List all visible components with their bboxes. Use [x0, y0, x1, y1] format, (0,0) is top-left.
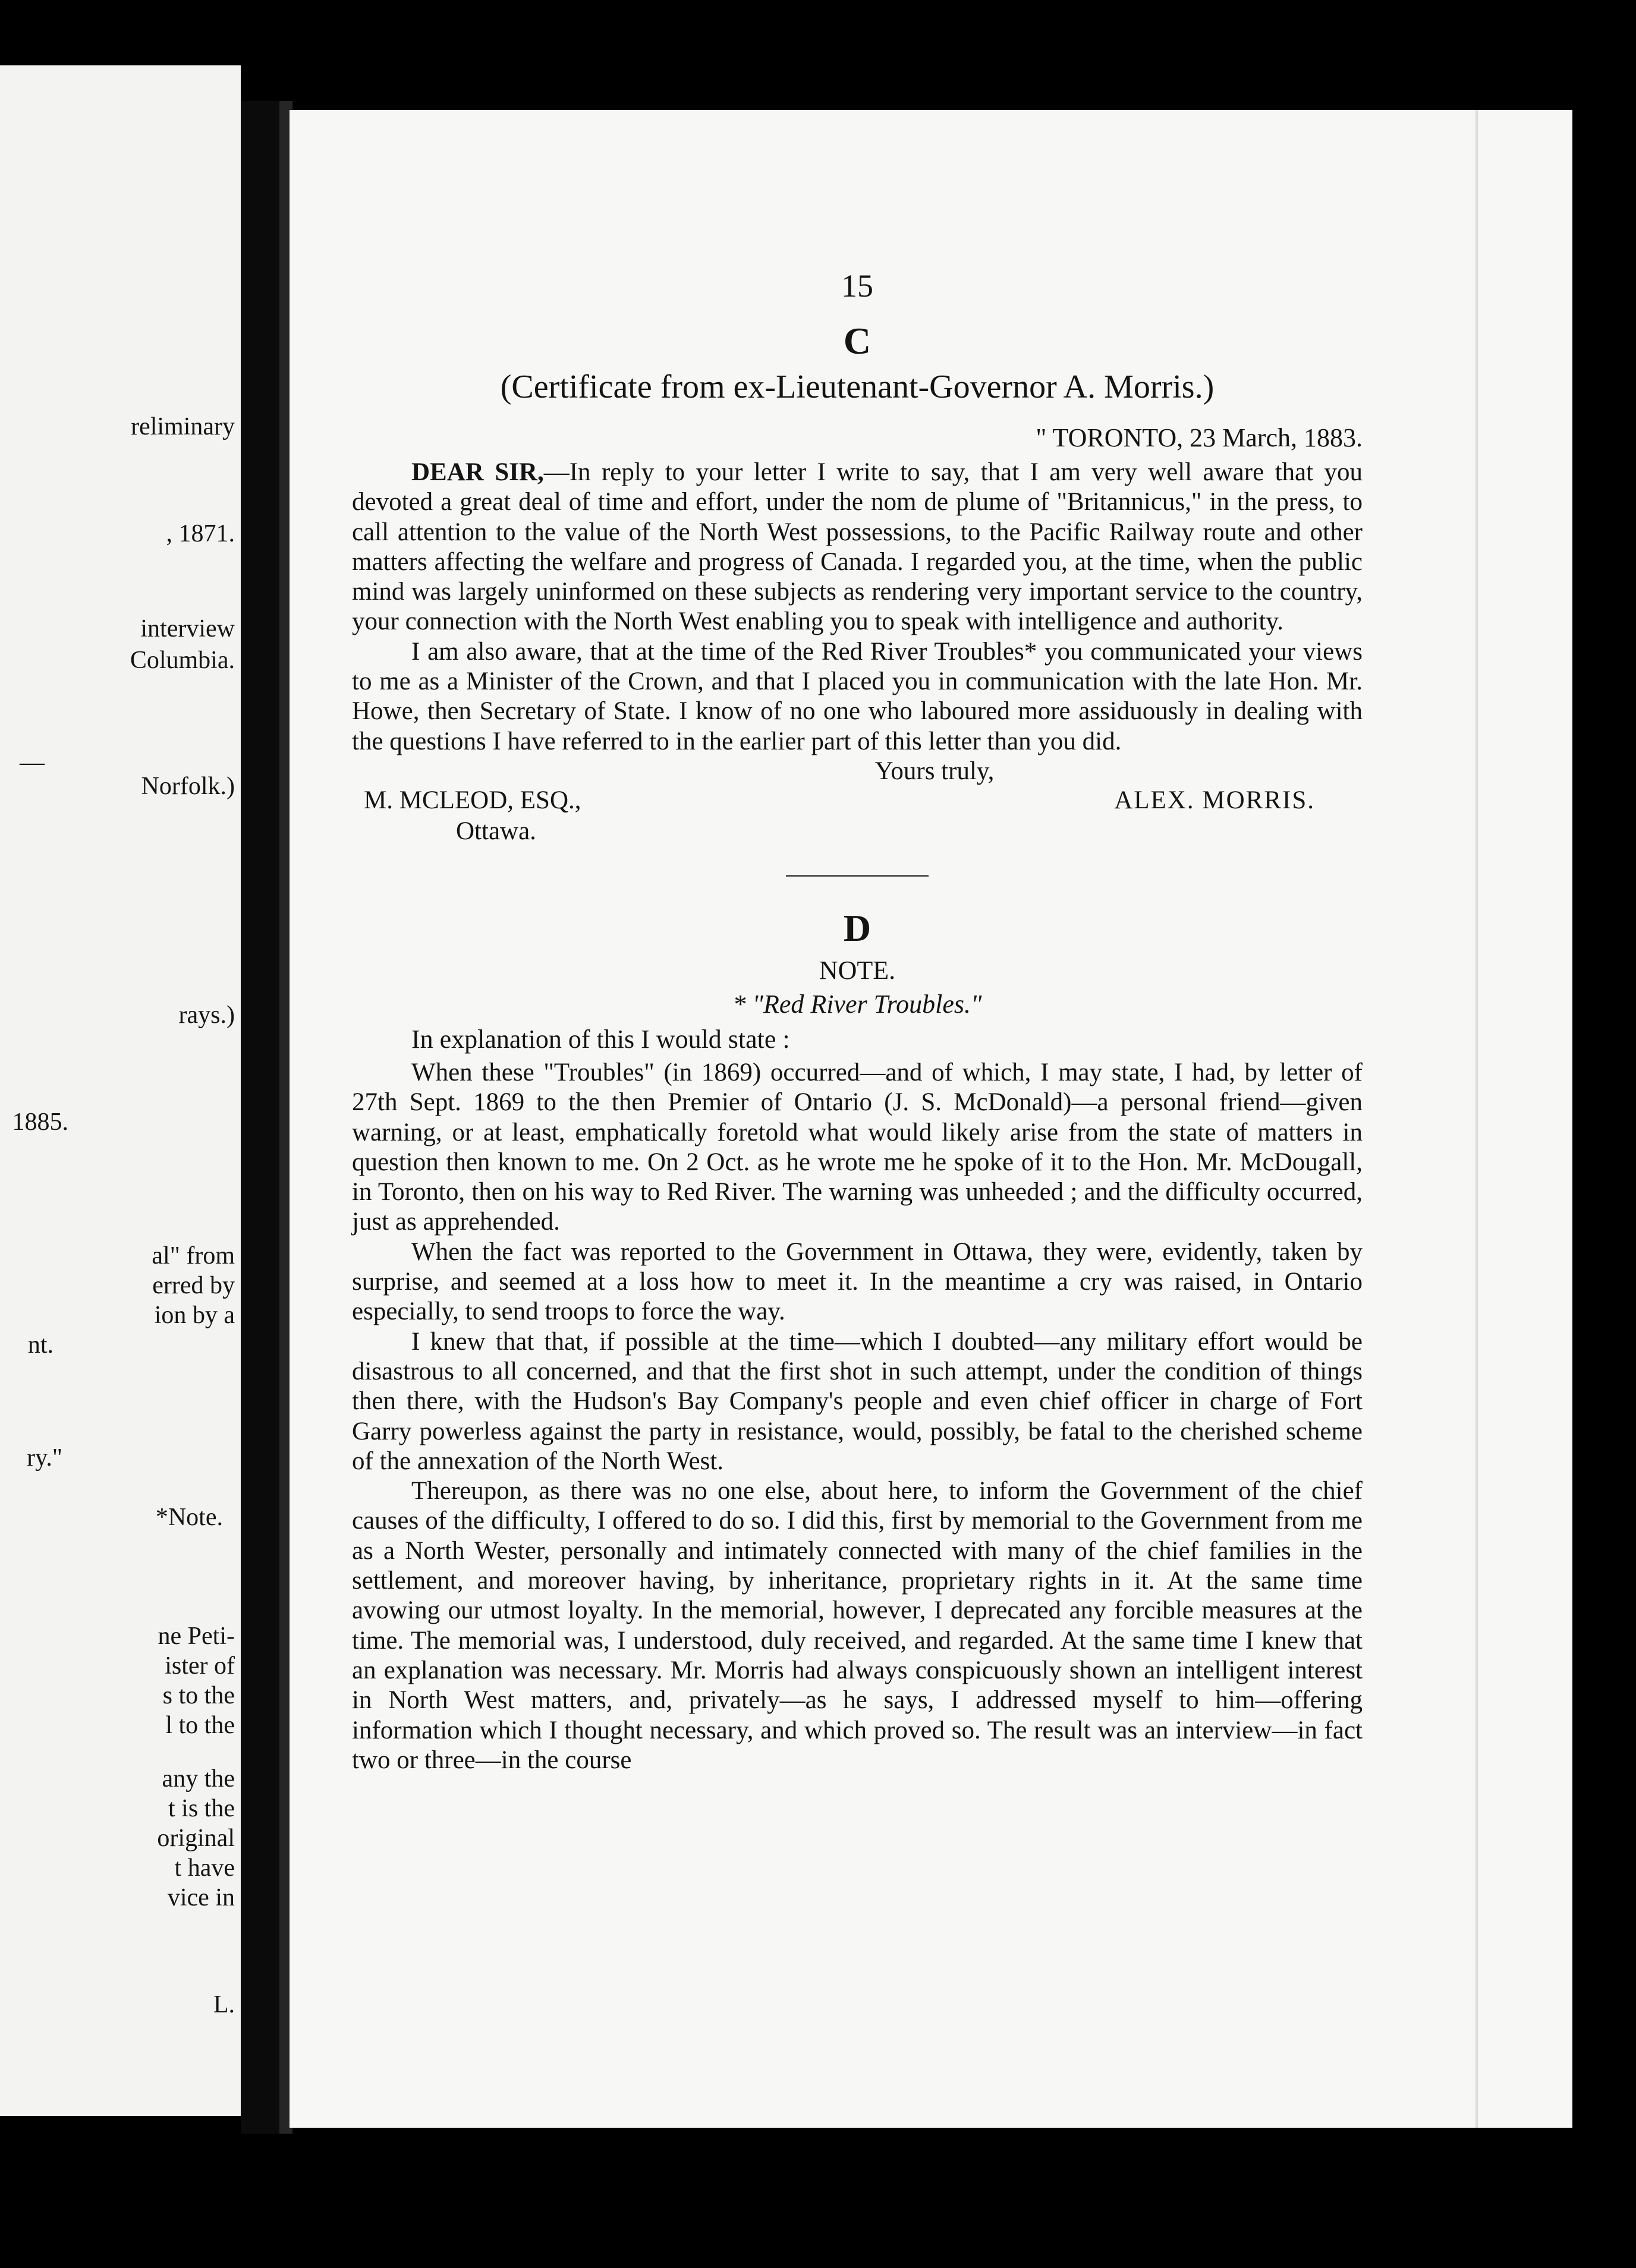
note-intro: In explanation of this I would state : [411, 1024, 790, 1054]
left-page-fragment: ne Peti- [158, 1623, 235, 1650]
note-paragraph: When these "Troubles" (in 1869) occurred—and of which, I may state, I had, by letter of 27th Sept. 1869 to the then Premier of Ontario (J. S. McDonald)—a personal friend—given warning, or at least, emphatically foretold what would likely arise from the state of matters in question then known to me. On 2 Oct. as he wrote me he spoke of it to the Hon. Mr. McDougall, in Toronto, then on his way to Red River. The warning was unheeded ; and the difficulty occurred, just as apprehended. [352, 1058, 1363, 1236]
page-number: 15 [841, 268, 873, 304]
left-page-fragment: t have [174, 1854, 235, 1882]
left-page-fragment: erred by [152, 1272, 235, 1299]
addressee-city: Ottawa. [456, 817, 536, 845]
note-subtitle: * "Red River Troubles." [732, 989, 982, 1019]
left-page-fragment: original [157, 1825, 235, 1852]
note-label: NOTE. [819, 955, 896, 985]
page-edge-line [1475, 110, 1478, 2128]
letter-salutation: DEAR SIR, [411, 458, 544, 486]
left-page-fragment: Columbia. [130, 647, 235, 674]
section-divider [786, 875, 929, 877]
left-page-fragment: nt. [27, 1331, 54, 1359]
left-page-fragment: ry." [27, 1444, 62, 1472]
note-paragraph: I knew that that, if possible at the time—which I doubted—any military effort would be disastrous to all concerned, and that the first shot in such attempt, under the condition of things then there, with the Hudson's Bay Company's people and even chief officer in charge of Fort Garry powerless against the party in resistance, would, possibly, be fatal to the cherished scheme of the annexation of the North West. [352, 1327, 1363, 1475]
left-page-fragment: ion by a [154, 1302, 235, 1329]
note-paragraph: When the fact was reported to the Government in Ottawa, they were, evidently, taken by surprise, and seemed at a loss how to meet it. In the meantime a cry was raised, in Ontario especially, to send troops to force the way. [352, 1237, 1363, 1326]
left-page-fragment: Norfolk.) [141, 773, 235, 800]
letter-paragraph [352, 458, 1363, 637]
left-page-fragment: t is the [168, 1795, 235, 1822]
left-page-fragment: 1885. [12, 1108, 68, 1136]
section-heading-d: D [843, 906, 872, 949]
letter-date-line: " TORONTO, 23 March, 1883. [1036, 423, 1363, 452]
left-page-fragment: vice in [167, 1884, 235, 1911]
left-page-fragment: , 1871. [166, 520, 235, 547]
left-page-fragment: ister of [165, 1652, 235, 1680]
left-page-fragment: s to the [162, 1682, 235, 1709]
note-paragraph: Thereupon, as there was no one else, about here, to inform the Government of the chief causes of the difficulty, I offered to do so. I did this, first by memorial to the Government from me as a North Wester, personally and intimately connected with many of the chief families in the settlement, and moreover having, by inheritance, proprietary rights in it. At the same time avowing our utmost loyalty. In the memorial, however, I deprecated any forcible measures at the time. The memorial was, I understood, duly received, and regarded. At the same time I knew that an explanation was necessary. Mr. Morris had always conspicuously shown an intelligent interest in North West matters, and, privately—as he says, I addressed myself to him—offering information which I thought necessary, and which proved so. The result was an interview—in fact two or three—in the course [352, 1477, 1363, 1774]
letter-paragraph-text: —In reply to your letter I write to say, that I am very well aware that you devoted a great deal of time and effort, under the nom de plume of "Britannicus," in the press, to call attention to the value of the North West possessions, to the Pacific Railway route and other matters affecting the welfare and progress of Canada. I regarded you, at the time, when the public mind was largely uninformed on these subjects as rendering very important service to the country, your connection with the North West enabling you to speak with intelligence and authority. [352, 458, 1363, 636]
left-page [0, 65, 241, 2116]
left-page-fragment: l to the [165, 1712, 235, 1739]
certificate-title: (Certificate from ex-Lieutenant-Governor A. Morris.) [500, 368, 1215, 405]
left-page-fragment: interview [140, 615, 235, 642]
left-page-fragment: al" from [152, 1242, 235, 1270]
signer-name: ALEX. MORRIS. [1114, 786, 1315, 814]
left-page-fragment: — [20, 749, 45, 776]
left-page-fragment: any the [162, 1765, 235, 1793]
section-heading-c: C [843, 320, 872, 362]
left-page-fragment: *Note. [155, 1504, 223, 1531]
page-content [352, 267, 1363, 1775]
right-page [290, 110, 1572, 2128]
left-page-fragment: rays.) [178, 1001, 235, 1029]
addressee-name: M. MCLEOD, ESQ., [364, 786, 581, 814]
letter-closing: Yours truly, [874, 757, 995, 785]
left-page-fragment: reliminary [131, 413, 235, 440]
left-page-fragment: L. [213, 1991, 235, 2018]
letter-paragraph: I am also aware, that at the time of the Red River Troubles* you communicated your views to me as a Minister of the Crown, and that I placed you in communication with the late Hon. Mr. Howe, then Secretary of State. I know of no one who laboured more assiduously in dealing with the questions I have referred to in the earlier part of this letter than you did. [352, 637, 1363, 755]
signature-block [352, 786, 1363, 851]
